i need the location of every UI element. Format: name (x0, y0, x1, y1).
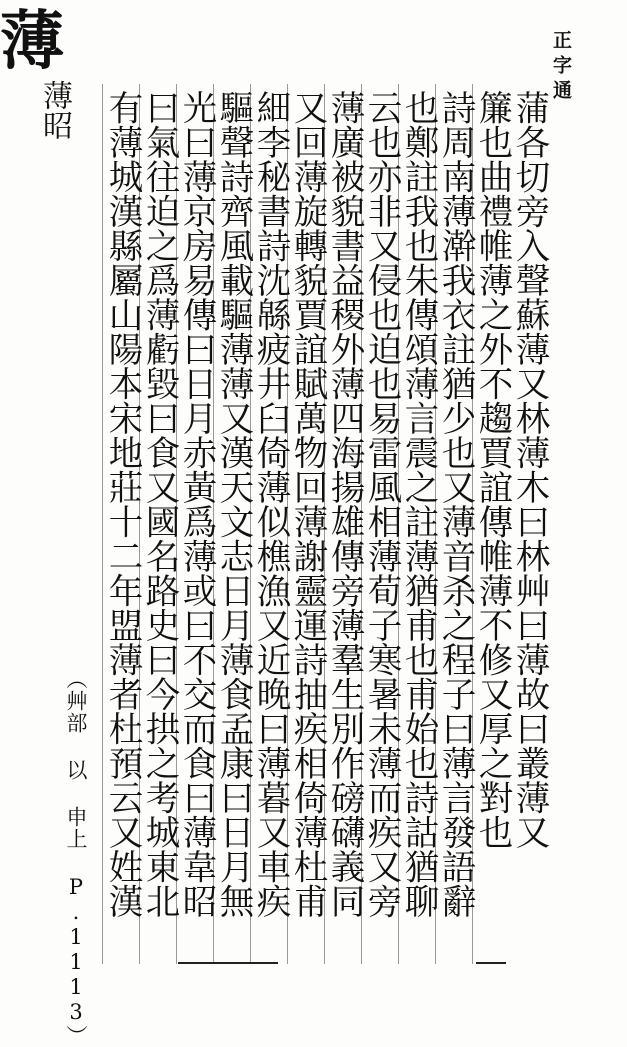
text-column: 蒲各切旁入聲蘇薄又林薄木曰林艸曰薄故曰叢薄又 (509, 90, 549, 849)
text-column: 也鄭註我也朱傳頌薄言震之註薄猶甫也甫始也詩詁猶聊 (398, 90, 438, 918)
underline-mark (476, 962, 506, 964)
text-column: 簾也曲禮帷薄之外不趨賈誼傳帷薄不修又厚之對也 (472, 90, 512, 849)
text-column: 驅聲詩齊風載驅薄薄又漢天文志日月薄食孟康曰日月無 (213, 90, 253, 918)
text-column: 曰氣往迫之爲薄虧毀曰食又國名路史曰今拱之考城東北 (139, 90, 179, 918)
text-column: 光曰薄京房易傳曰日月赤黃爲薄或曰不交而食曰薄韋昭 (176, 90, 216, 918)
text-column: 詩周南薄澣我衣註猶少也又薄音杀之程子曰薄言發語辭 (435, 90, 475, 918)
text-column: 有薄城漢縣屬山陽本宋地莊十二年盟薄者杜預云又姓漢 (102, 90, 142, 918)
side-note: 薄昭 (37, 80, 72, 140)
text-column: 又回薄旋轉貌賈誼賦萬物回薄謝靈運詩抽疾相倚薄杜甫 (287, 90, 327, 918)
underline-mark (178, 962, 278, 964)
book-title: 正字通 (550, 30, 572, 105)
text-column: 薄廣被貌書益稷外薄四海揚雄傳旁薄羣生別作磅礴義同 (324, 90, 364, 918)
page-reference: （艸部 以 申上 P.1113） (64, 668, 88, 1047)
headword: 薄 (0, 4, 64, 79)
text-column: 細李秘書詩沈緜疲井臼倚薄似樵漁又近晚曰薄暮又車疾 (250, 90, 290, 918)
text-column: 云也亦非又侵也迫也易雷風相薄荀子寒暑未薄而疾又旁 (361, 90, 401, 918)
